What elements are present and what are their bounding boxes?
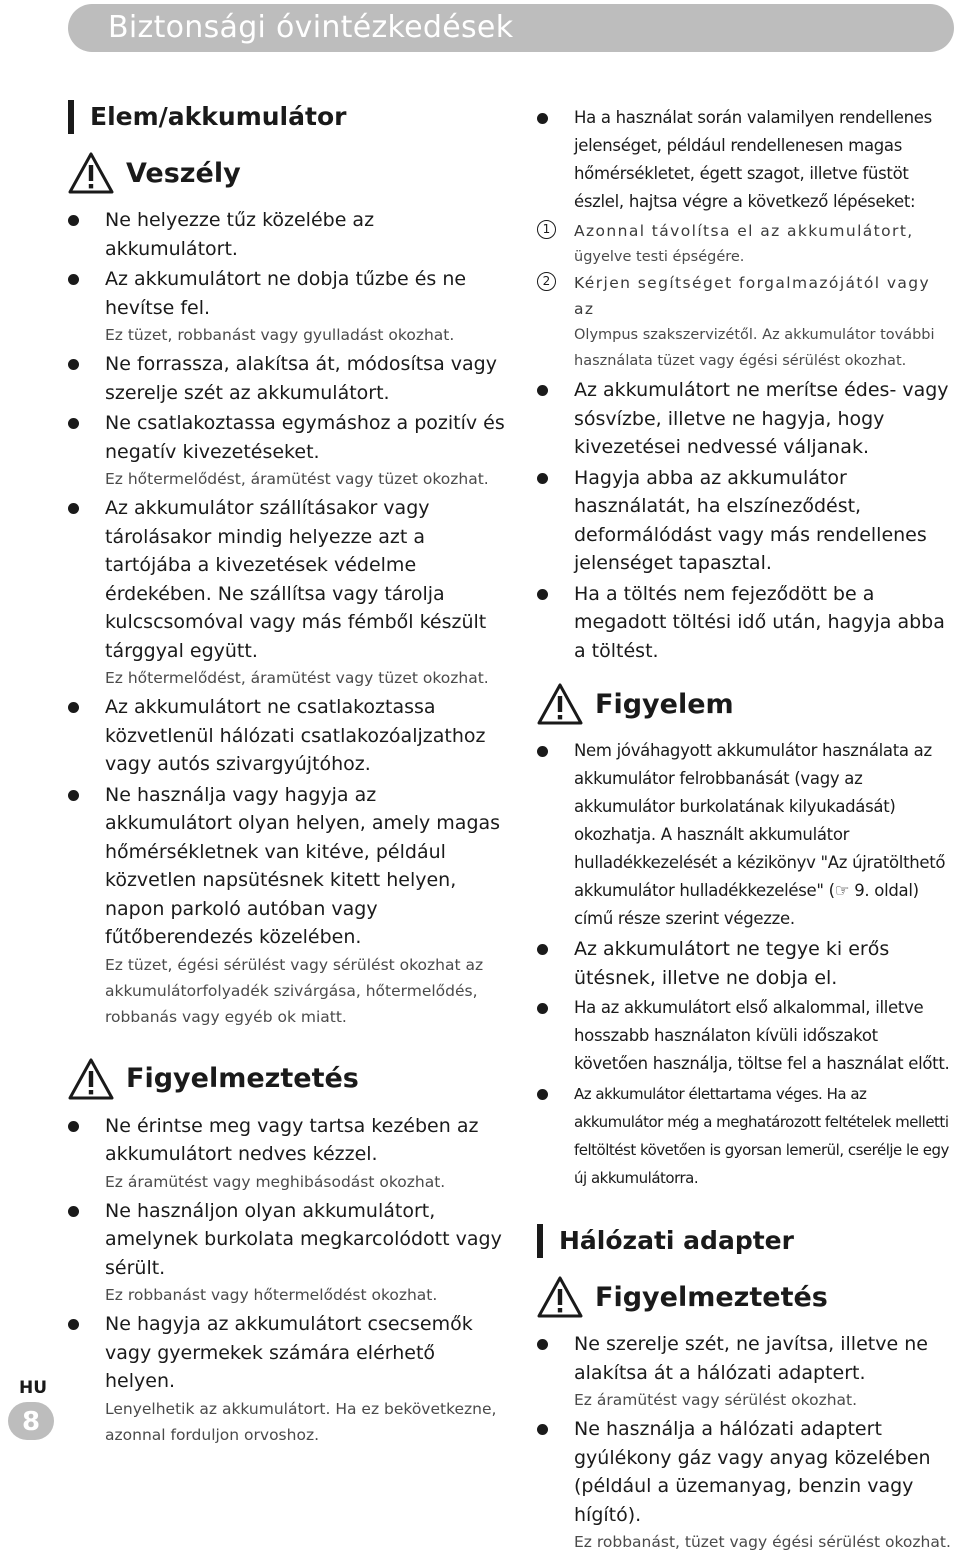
- list-item: Az akkumulátort ne dobja tűzbe és ne hevítse fel. Ez tüzet, robbanást vagy gyulladást okozhat.: [68, 265, 508, 348]
- item-note: Ez hőtermelődést, áramütést vagy tüzet okozhat.: [105, 470, 489, 488]
- list-item: Ne érintse meg vagy tartsa kezében az akkumulátort nedves kézzel. Ez áramütést vagy meghibásodást okozhat.: [68, 1112, 508, 1195]
- item-note: Ez hőtermelődést, áramütést vagy tüzet okozhat.: [105, 669, 489, 687]
- item-note: Ez áramütést vagy sérülést okozhat.: [574, 1391, 858, 1409]
- step-number: 1: [537, 220, 556, 239]
- item-note: Ez tüzet, robbanást vagy gyulladást okozhat.: [105, 326, 455, 344]
- list-item: Nem jóváhagyott akkumulátor használata az akkumulátor felrobbanását (vagy az akkumulátor burkolatának kilyukadását) okozhatja. A használt akkumulátor hulladékkezelését a kézikönyv "Az újratölthető akkumulátor hulladékkezelése" (☞ 9. oldal) című része szerint végezze.: [537, 737, 953, 933]
- list-item: Ha a töltés nem fejeződött be a megadott töltési idő után, hagyja abba a töltést.: [537, 580, 953, 666]
- bullet-icon: [68, 790, 79, 801]
- bullet-icon: [537, 473, 548, 484]
- item-note: Ez áramütést vagy meghibásodást okozhat.: [105, 1172, 446, 1191]
- list-item: Az akkumulátort ne merítse édes- vagy sósvízbe, illetve ne hagyja, hogy kivezetései nedvessé váljanak.: [537, 376, 953, 462]
- list-item: Az akkumulátor élettartama véges. Ha az akkumulátor még a meghatározott feltételek melletti feltöltést követően is gyorsan lemerül, cserélje le egy új akkumulátorra.: [537, 1080, 953, 1192]
- caution-heading: [537, 683, 953, 725]
- bullet-icon: [68, 1206, 79, 1217]
- bullet-icon: [68, 1121, 79, 1132]
- bullet-icon: [537, 385, 548, 396]
- list-item: Ne használjon olyan akkumulátort, amelynek burkolata megkarcolódott vagy sérült. Ez robbanást vagy hőtermelődést okozhat.: [68, 1197, 508, 1309]
- warning-triangle-icon: [537, 683, 583, 725]
- warning-triangle-icon: [537, 1276, 583, 1318]
- bullet-icon: [68, 702, 79, 713]
- adapter-warning-label: Figyelmeztetés: [595, 1281, 828, 1313]
- list-item: Ne használja a hálózati adaptert gyúlékony gáz vagy anyag közelében (például a üzemanyag, benzin vagy hígító). Ez robbanást, tüzet vagy égési sérülést okozhat.: [537, 1415, 953, 1555]
- list-item: Az akkumulátort ne tegye ki erős ütésnek, illetve ne dobja el.: [537, 935, 953, 992]
- bullet-icon: [68, 418, 79, 429]
- continued-list: [537, 104, 953, 216]
- list-item: Az akkumulátor szállításakor vagy tárolásakor mindig helyezze azt a tartójába a kivezetések védelme érdekében. Ne szállítsa vagy tárolja kulcscsomóval vagy más fémből készült tárggyal együtt. Ez hőtermelődést, áramütést vagy tüzet okozhat.: [68, 494, 508, 691]
- bullet-icon: [68, 215, 79, 226]
- page-title: Biztonsági óvintézkedések: [108, 10, 514, 45]
- bullet-icon: [68, 503, 79, 514]
- header-bar: [68, 4, 954, 52]
- bullet-icon: [68, 1319, 79, 1330]
- bullet-icon: [537, 944, 548, 955]
- page-number: 8: [8, 1402, 54, 1440]
- list-item: Ne szerelje szét, ne javítsa, illetve ne alakítsa át a hálózati adaptert. Ez áramütést vagy sérülést okozhat.: [537, 1330, 953, 1413]
- bullet-icon: [68, 274, 79, 285]
- bullet-icon: [537, 1089, 548, 1100]
- steps-list: [537, 218, 953, 374]
- continued-list-2: [537, 376, 953, 665]
- caution-label: Figyelem: [595, 688, 734, 720]
- danger-list: [68, 206, 508, 1030]
- item-note: Ez robbanást vagy hőtermelődést okozhat.: [105, 1286, 438, 1304]
- bullet-icon: [68, 359, 79, 370]
- step-item: 2 Kérjen segítséget forgalmazójától vagy az Olympus szakszervizétől. Az akkumulátor további használata tüzet vagy égési sérülést okozhat.: [537, 270, 953, 374]
- warning-triangle-icon: [68, 1058, 114, 1100]
- warning-triangle-icon: [68, 152, 114, 194]
- list-item: Hagyja abba az akkumulátor használatát, ha elszíneződést, deformálódást vagy más rendellenes jelenséget tapasztal.: [537, 464, 953, 578]
- bullet-icon: [537, 1339, 548, 1350]
- item-note: Ez robbanást, tüzet vagy égési sérülést okozhat.: [574, 1533, 951, 1551]
- section-heading-adapter: Hálózati adapter: [537, 1224, 953, 1258]
- danger-heading: [68, 152, 508, 194]
- section-heading-battery: Elem/akkumulátor: [68, 100, 508, 134]
- adapter-warning-heading: [537, 1276, 953, 1318]
- list-item: Ne használja vagy hagyja az akkumulátort olyan helyen, amely magas hőmérsékletnek van kitéve, például közvetlen napsütésnek kitett helyen, napon parkoló autóban vagy fűtőberendezés közelében. Ez tüzet, égési sérülést vagy sérülést okozhat az akkumulátorfolyadék szivárgása, hőtermelődés, robbanás vagy egyéb ok miatt.: [68, 781, 508, 1030]
- bullet-icon: [537, 1003, 548, 1014]
- step-item: 1 Azonnal távolítsa el az akkumulátort, ügyelve testi épségére.: [537, 218, 953, 270]
- step-number: 2: [537, 272, 556, 291]
- bullet-icon: [537, 746, 548, 757]
- item-note: Ez tüzet, égési sérülést vagy sérülést okozhat az akkumulátorfolyadék szivárgása, hőtermelődés, robbanás vagy egyéb ok miatt.: [105, 955, 484, 1026]
- item-note: Lenyelhetik az akkumulátort. Ha ez bekövetkezne, azonnal forduljon orvoshoz.: [105, 1399, 497, 1444]
- bullet-icon: [537, 589, 548, 600]
- right-column: [537, 104, 953, 1557]
- language-label: HU: [18, 1378, 48, 1398]
- list-item: Az akkumulátort ne csatlakoztassa közvetlenül hálózati csatlakozóaljzathoz vagy autós szivargyújtóhoz.: [68, 693, 508, 779]
- bullet-icon: [537, 113, 548, 124]
- list-item: Ne csatlakoztassa egymáshoz a pozitív és negatív kivezetéseket. Ez hőtermelődést, áramütést vagy tüzet okozhat.: [68, 409, 508, 492]
- list-item: Ha a használat során valamilyen rendellenes jelenséget, például rendellenesen magas hőmérsékletet, égett szagot, illetve füstöt észlel, hajtsa végre a következő lépéseket:: [537, 104, 953, 216]
- danger-label: Veszély: [126, 157, 241, 189]
- caution-list: [537, 737, 953, 1192]
- warning-list: [68, 1112, 508, 1448]
- left-column: [68, 100, 508, 1450]
- warning-label: Figyelmeztetés: [126, 1063, 359, 1094]
- list-item: Ne forrassza, alakítsa át, módosítsa vagy szerelje szét az akkumulátort.: [68, 350, 508, 407]
- list-item: Ne hagyja az akkumulátort csecsemők vagy gyermekek számára elérhető helyen. Lenyelhetik az akkumulátort. Ha ez bekövetkezne, azonnal forduljon orvoshoz.: [68, 1310, 508, 1448]
- warning-heading: [68, 1058, 508, 1100]
- list-item: Ne helyezze tűz közelébe az akkumulátort.: [68, 206, 508, 263]
- bullet-icon: [537, 1424, 548, 1435]
- adapter-warning-list: [537, 1330, 953, 1555]
- list-item: Ha az akkumulátort első alkalommal, illetve hosszabb használaton kívüli időszakot követően használja, töltse fel a használat előtt.: [537, 994, 953, 1078]
